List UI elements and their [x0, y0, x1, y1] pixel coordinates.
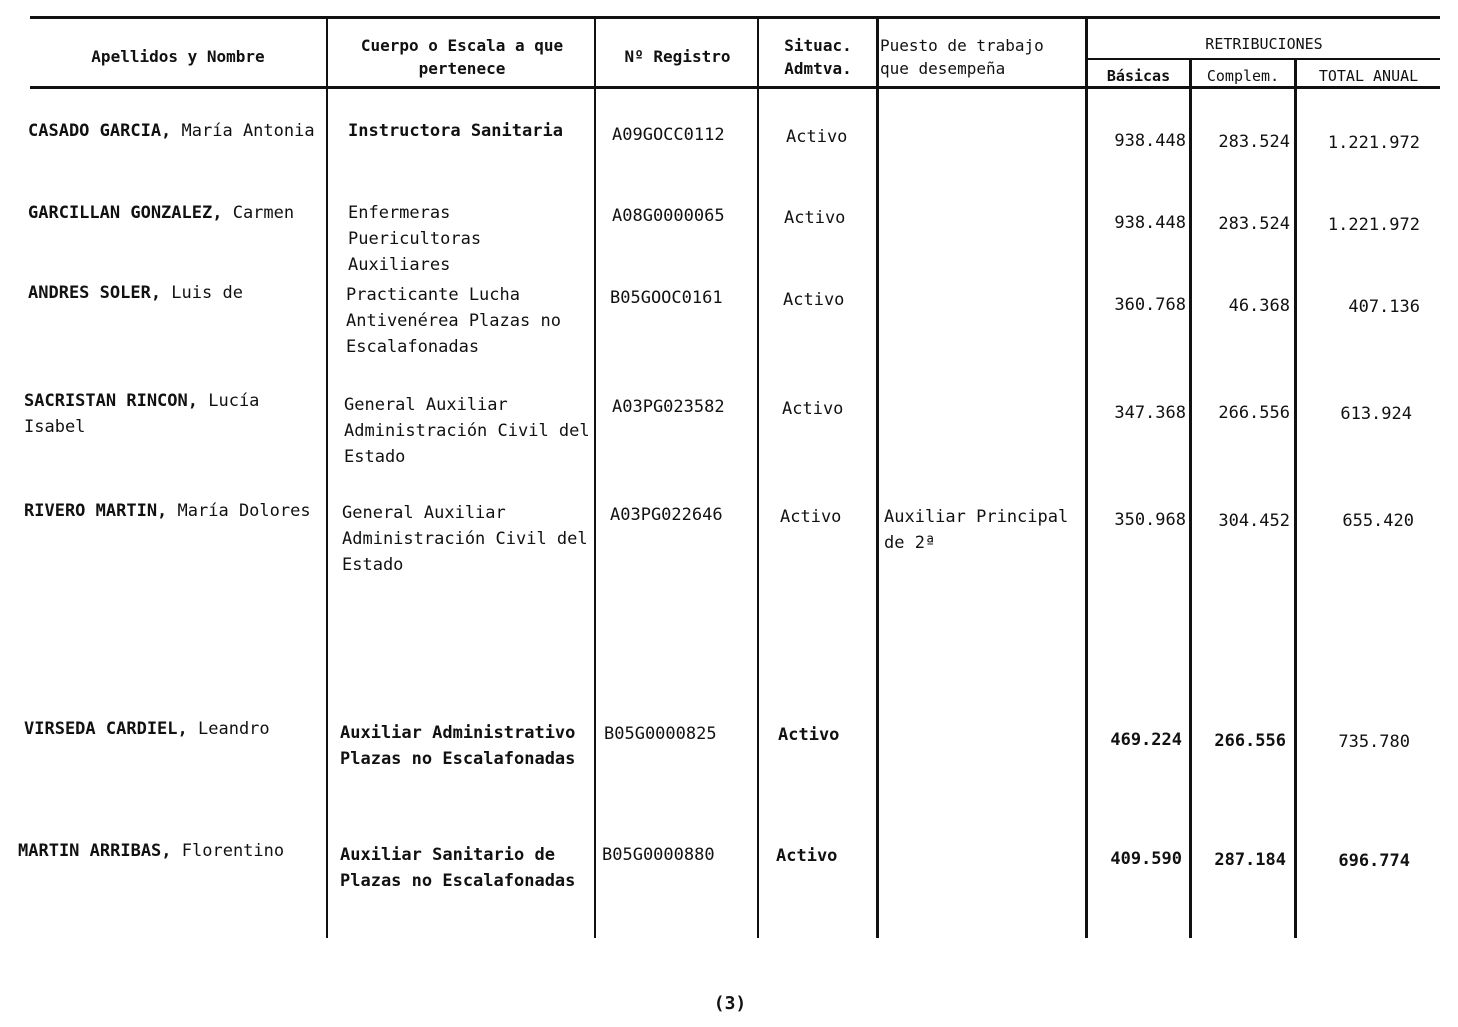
row-1-basicas: 938.448: [1114, 131, 1186, 151]
column-divider: [757, 18, 759, 938]
column-divider: [1294, 60, 1297, 938]
row-5-registro: A03PG022646: [610, 505, 723, 525]
row-7-basicas: 409.590: [1110, 849, 1182, 869]
row-5-puesto: Auxiliar Principal de 2ª: [884, 507, 1069, 553]
row-2-registro: A08G0000065: [612, 206, 725, 226]
row-2-basicas: 938.448: [1114, 213, 1186, 233]
row-4-registro: A03PG023582: [612, 397, 725, 417]
row-2-total: 1.221.972: [1327, 215, 1420, 235]
row-7-registro: B05G0000880: [602, 845, 715, 865]
row-4-situac: Activo: [782, 399, 844, 419]
row-5-situac: Activo: [780, 507, 842, 527]
row-6-registro: B05G0000825: [604, 724, 717, 744]
column-divider: [1085, 18, 1088, 938]
row-7-complem: 287.184: [1214, 850, 1286, 870]
page-number: (3): [713, 993, 747, 1014]
row-6-name: VIRSEDA CARDIEL, Leandro: [24, 719, 270, 739]
column-divider: [594, 18, 596, 938]
row-6-cuerpo: Auxiliar Administrativo Plazas no Escalafonadas: [340, 723, 576, 769]
row-2-complem: 283.524: [1218, 214, 1290, 234]
row-3-cuerpo: Practicante Lucha Antivenérea Plazas no Escalafonadas: [346, 285, 561, 357]
column-divider: [876, 18, 879, 938]
row-6-situac: Activo: [778, 725, 840, 745]
row-5-complem: 304.452: [1218, 511, 1290, 531]
row-1-cuerpo: Instructora Sanitaria: [348, 121, 563, 141]
top-rule: [30, 16, 1440, 19]
column-divider: [326, 18, 328, 938]
row-3-total: 407.136: [1348, 297, 1420, 317]
row-2-situac: Activo: [784, 208, 846, 228]
row-3-name: ANDRES SOLER, Luis de: [28, 283, 243, 303]
row-3-basicas: 360.768: [1114, 295, 1186, 315]
row-1-total: 1.221.972: [1327, 133, 1420, 153]
row-4-total: 613.924: [1340, 404, 1412, 424]
header-puesto: Puesto de trabajo que desempeña: [880, 36, 1044, 78]
row-3-situac: Activo: [783, 290, 845, 310]
row-2-cuerpo: Enfermeras Puericultoras Auxiliares: [348, 203, 482, 275]
row-3-complem: 46.368: [1228, 296, 1290, 316]
row-5-cuerpo: General Auxiliar Administración Civil del Estado: [342, 503, 588, 575]
row-4-complem: 266.556: [1218, 403, 1290, 423]
header-situac: Situac. Admtva.: [784, 36, 852, 78]
column-divider: [1189, 60, 1192, 938]
row-5-total: 655.420: [1342, 511, 1414, 531]
row-5-basicas: 350.968: [1114, 510, 1186, 530]
header-complem: Complem.: [1206, 67, 1280, 85]
row-7-situac: Activo: [776, 846, 838, 866]
header-basicas: Básicas: [1106, 67, 1171, 85]
row-3-registro: B05GOOC0161: [610, 288, 723, 308]
row-1-registro: A09GOCC0112: [612, 125, 725, 145]
row-4-name: SACRISTAN RINCON, Lucía Isabel: [24, 391, 260, 437]
row-7-total: 696.774: [1338, 851, 1410, 871]
row-2-name: GARCILLAN GONZALEZ, Carmen: [28, 203, 295, 223]
row-4-basicas: 347.368: [1114, 403, 1186, 423]
header-name: Apellidos y Nombre: [91, 47, 265, 66]
row-1-situac: Activo: [786, 127, 848, 147]
header-total: TOTAL ANUAL: [1318, 67, 1419, 85]
row-6-complem: 266.556: [1214, 731, 1286, 751]
row-6-basicas: 469.224: [1110, 730, 1182, 750]
row-6-total: 735.780: [1338, 732, 1410, 752]
row-4-cuerpo: General Auxiliar Administración Civil del Estado: [344, 395, 590, 467]
header-registro: Nº Registro: [624, 47, 731, 66]
row-1-name: CASADO GARCIA, María Antonia: [28, 121, 315, 141]
row-5-name: RIVERO MARTIN, María Dolores: [24, 501, 311, 521]
retribuciones-rule: [1085, 58, 1440, 60]
header-retribuciones: RETRIBUCIONES: [1205, 35, 1323, 53]
row-1-complem: 283.524: [1218, 132, 1290, 152]
row-7-cuerpo: Auxiliar Sanitario de Plazas no Escalafonadas: [340, 845, 576, 891]
header-cuerpo: Cuerpo o Escala a que pertenece: [360, 36, 564, 78]
row-7-name: MARTIN ARRIBAS, Florentino: [18, 841, 285, 861]
